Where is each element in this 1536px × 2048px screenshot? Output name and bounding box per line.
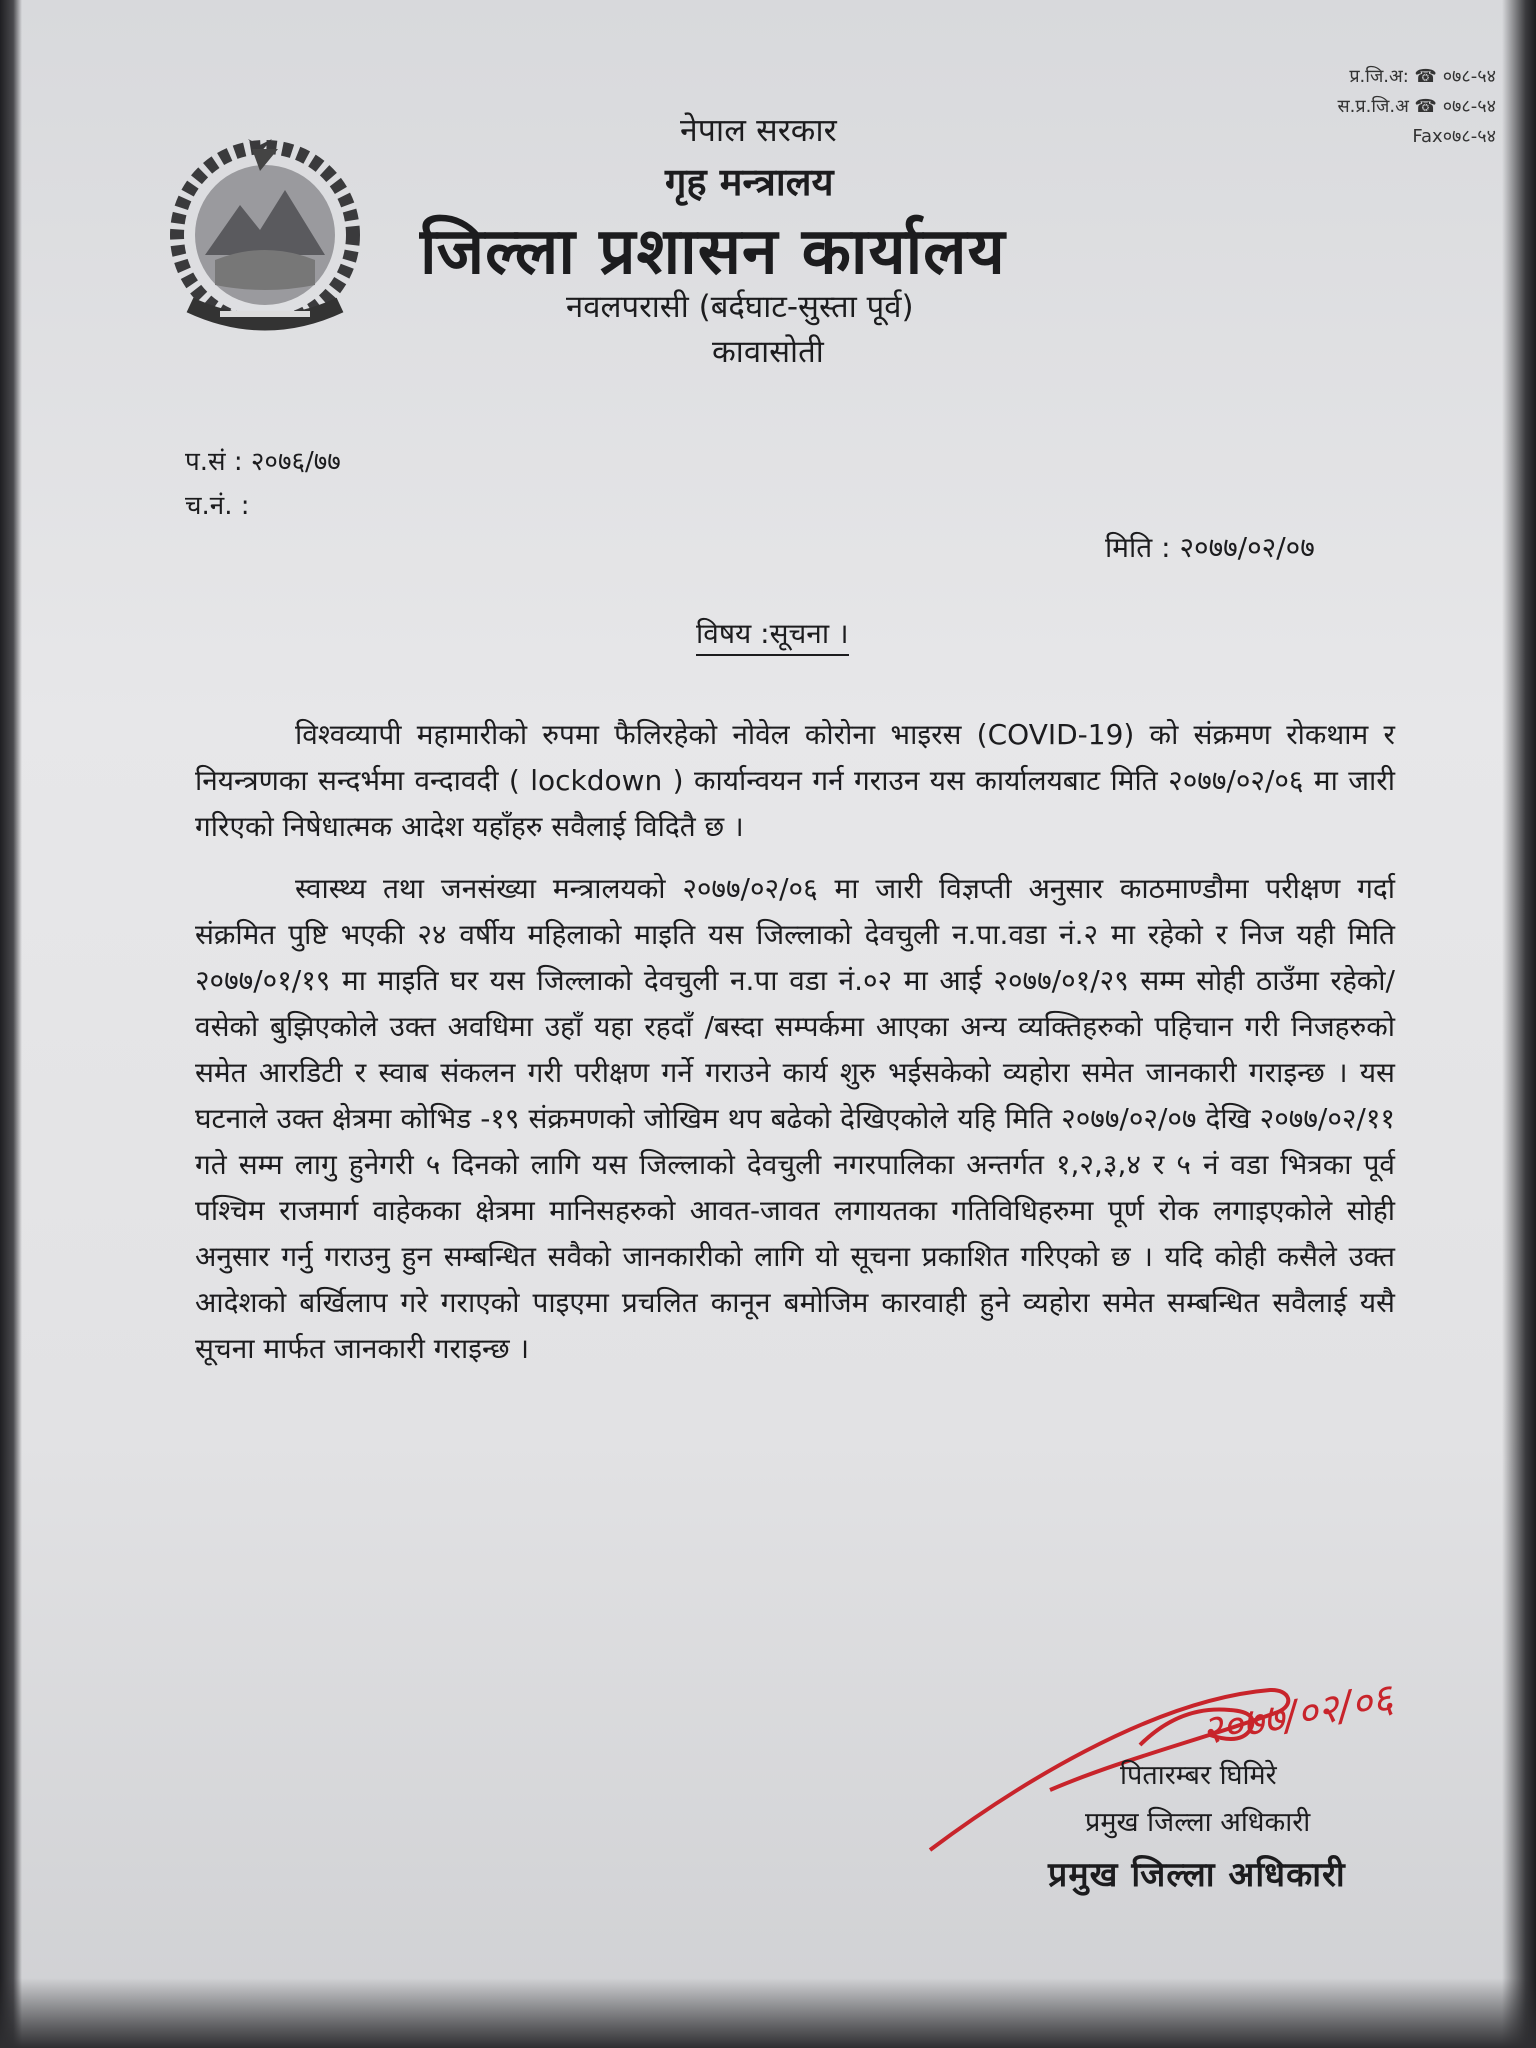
- signatory-name: पितारम्बर घिमिरे: [1120, 1760, 1277, 1791]
- letter-date: मिति : २०७७/०२/०७: [1105, 531, 1315, 564]
- fax-number: Fax०७८-५४: [1412, 126, 1496, 147]
- official-stamp: प्रमुख जिल्ला अधिकारी: [1048, 1855, 1346, 1895]
- body-paragraph-1: विश्वव्यापी महामारीको रुपमा फैलिरहेको नोवेल कोरोना भाइरस (COVID-19) को संक्रमण रोकथाम र नियन्त्रणका सन्दर्भमा वन्दावदी ( lockdown ) कार्यान्वयन गर्न गराउन यस कार्यालयबाट मिति २०७७/०२/०६ मा जारी गरिएको निषेधात्मक आदेश यहाँहरु सवैलाई विदितै छ ।: [195, 718, 1395, 843]
- city-name: कावासोती: [712, 334, 824, 370]
- photo-shadow-right: [1502, 0, 1536, 2048]
- office-name: जिल्ला प्रशासन कार्यालय: [420, 215, 1006, 289]
- ministry-name: गृह मन्त्रालय: [665, 160, 834, 204]
- body-paragraph-2: स्वास्थ्य तथा जनसंख्या मन्त्रालयको २०७७/०२/०६ मा जारी विज्ञप्ती अनुसार काठमाण्डौमा परीक्षण गर्दा संक्रमित पुष्टि भएकी २४ वर्षीय महिलाको माइति यस जिल्लाको देवचुली न.पा.वडा नं.२ मा रहेको र निज यही मिति २०७७/०१/१९ मा माइति घर यस जिल्लाको देवचुली न.पा वडा नं.०२ मा आई २०७७/०१/२९ सम्म सोही ठाउँमा रहेको/वसेको बुझिएकोले उक्त अवधिमा उहाँ यहा रहदाँ /बस्दा सम्पर्कमा आएका अन्य व्यक्तिहरुको पहिचान गरी निजहरुको समेत आरडिटी र स्वाब संकलन गरी परीक्षण गर्ने गराउने कार्य शुरु भईसकेको व्यहोरा समेत जानकारी गराइन्छ । यस घटनाले उक्त क्षेत्रमा कोभिड -१९ संक्रमणको जोखिम थप बढेको देखिएकोले यहि मिति २०७७/०२/०७ देखि २०७७/०२/११ गते सम्म लागु हुनेगरी ५ दिनको लागि यस जिल्लाको देवचुली नगरपालिका अन्तर्गत १,२,३,४ र ५ नं वडा भित्रका पूर्व पश्चिम राजमार्ग वाहेकका क्षेत्रमा मानिसहरुको आवत-जावत लगायतका गतिविधिहरुमा पूर्ण रोक लगाइएकोले सोही अनुसार गर्नु गराउनु हुन सम्बन्धित सवैको जानकारीको लागि यो सूचना प्रकाशित गरिएको छ । यदि कोही कसैले उक्त आदेशको बर्खिलाप गरे गराएको पाइएमा प्रचलित कानून बमोजिम कारवाही हुने व्यहोरा समेत सम्बन्धित सवैलाई यसै सूचना मार्फत जानकारी गराइन्छ ।: [195, 872, 1395, 1365]
- photo-shadow-bottom: [0, 1978, 1536, 2048]
- letter-subject: विषय :सूचना ।: [696, 614, 849, 656]
- district-name: नवलपरासी (बर्दघाट-सुस्ता पूर्व): [566, 289, 914, 325]
- letter-number: प.सं : २०७६/७७: [185, 447, 341, 477]
- signatory-title: प्रमुख जिल्ला अधिकारी: [1085, 1807, 1311, 1838]
- photo-shadow-left: [0, 0, 22, 2048]
- government-name: नेपाल सरकार: [680, 111, 837, 149]
- signature-date: २०७७/०२/०६: [1197, 1675, 1397, 1755]
- dispatch-number: च.नं. :: [185, 491, 250, 521]
- cdo-phone: प्र.जि.अ: ☎ ०७८-५४: [1349, 66, 1496, 87]
- acdo-phone: स.प्र.जि.अ ☎ ०७८-५४: [1337, 96, 1496, 117]
